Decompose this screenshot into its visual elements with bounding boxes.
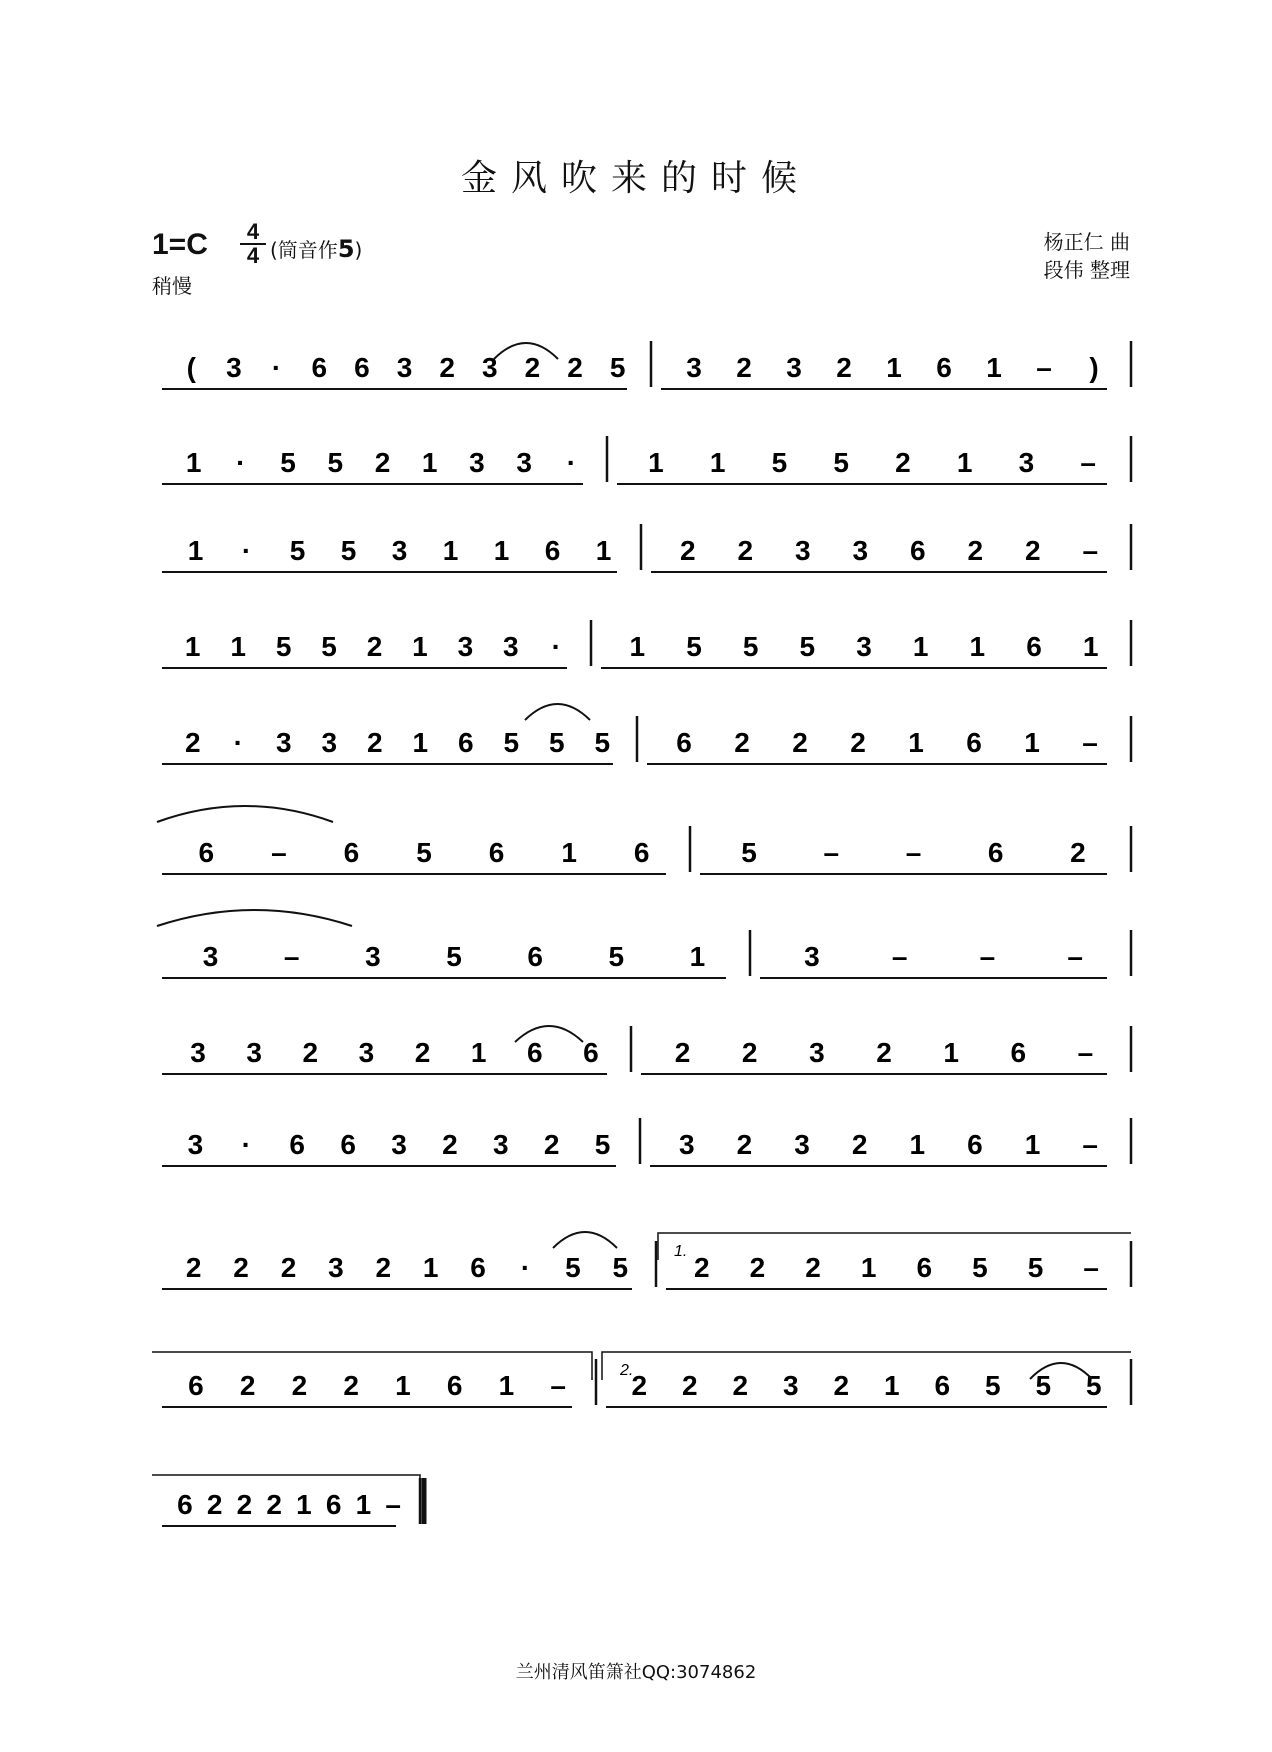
note-6: 6 <box>289 1129 306 1160</box>
note-2: 2 <box>967 535 984 566</box>
dash-note: – <box>271 837 287 868</box>
note-5: 5 <box>594 1129 611 1160</box>
note-3: 3 <box>321 727 338 758</box>
dash-note: – <box>1082 535 1099 566</box>
note-3: 3 <box>246 1037 262 1068</box>
note-6: 6 <box>488 837 505 868</box>
note-6: 6 <box>583 1037 599 1068</box>
note-3: 3 <box>202 941 219 972</box>
song-title: 金风吹来的时候 <box>460 158 811 199</box>
note-3: 3 <box>503 631 519 662</box>
note-6: 6 <box>527 1037 543 1068</box>
bracket-mark: ) <box>1089 352 1099 383</box>
note-2: 2 <box>734 727 750 758</box>
note-5: 5 <box>741 837 757 868</box>
dot-mark: · <box>520 1252 531 1283</box>
note-2: 2 <box>732 1370 749 1401</box>
note-1: 1 <box>442 535 459 566</box>
note-1: 1 <box>969 631 986 662</box>
tempo-marking: 稍慢 <box>152 274 192 298</box>
note-1: 1 <box>296 1489 312 1520</box>
note-2: 2 <box>833 1370 850 1401</box>
note-6: 6 <box>987 837 1004 868</box>
note-6: 6 <box>457 727 474 758</box>
dash-note: – <box>1067 941 1083 972</box>
footer-credit: 兰州清风笛箫社QQ:3074862 <box>515 1662 757 1683</box>
dash-note: – <box>1082 1129 1098 1160</box>
note-3: 3 <box>358 1037 375 1068</box>
note-3: 3 <box>481 352 498 383</box>
note-5: 5 <box>612 1252 629 1283</box>
note-5: 5 <box>327 447 344 478</box>
note-2: 2 <box>567 352 583 383</box>
note-2: 2 <box>741 1037 758 1068</box>
note-3: 3 <box>852 535 869 566</box>
note-6: 6 <box>343 837 360 868</box>
note-2: 2 <box>679 535 696 566</box>
note-1: 1 <box>943 1037 959 1068</box>
note-5: 5 <box>503 727 520 758</box>
note-2: 2 <box>681 1370 698 1401</box>
note-3: 3 <box>1018 447 1035 478</box>
note-1: 1 <box>412 631 428 662</box>
note-5: 5 <box>289 535 306 566</box>
note-2: 2 <box>736 1129 753 1160</box>
note-1: 1 <box>1024 1129 1041 1160</box>
note-2: 2 <box>375 1252 392 1283</box>
flute-note-prefix: (筒音作 <box>270 238 338 262</box>
note-1: 1 <box>355 1489 372 1520</box>
note-3: 3 <box>365 941 381 972</box>
note-6: 6 <box>934 1370 951 1401</box>
note-1: 1 <box>185 447 202 478</box>
note-2: 2 <box>280 1252 297 1283</box>
note-2: 2 <box>366 631 383 662</box>
note-6: 6 <box>966 727 982 758</box>
dash-note: – <box>1083 1252 1099 1283</box>
note-5: 5 <box>833 447 849 478</box>
note-6: 6 <box>188 1370 204 1401</box>
note-5: 5 <box>548 727 565 758</box>
note-2: 2 <box>442 1129 458 1160</box>
dash-note: – <box>385 1489 401 1520</box>
note-2: 2 <box>876 1037 892 1068</box>
note-3: 3 <box>396 352 413 383</box>
note-5: 5 <box>799 631 816 662</box>
note-6: 6 <box>676 727 692 758</box>
volta-first-bracket <box>658 1233 1131 1260</box>
note-3: 3 <box>794 535 811 566</box>
note-2: 2 <box>836 352 852 383</box>
dash-note: – <box>283 941 300 972</box>
note-2: 2 <box>233 1252 249 1283</box>
note-6: 6 <box>446 1370 463 1401</box>
note-5: 5 <box>280 447 296 478</box>
time-signature-top: 4 <box>246 219 260 244</box>
volta-first-label: 1. <box>674 1243 688 1260</box>
note-3: 3 <box>686 352 702 383</box>
note-6: 6 <box>354 352 370 383</box>
note-1: 1 <box>1024 727 1040 758</box>
note-3: 3 <box>492 1129 509 1160</box>
note-3: 3 <box>275 727 292 758</box>
dot-mark: · <box>233 727 243 758</box>
note-6: 6 <box>311 352 328 383</box>
note-5: 5 <box>742 631 759 662</box>
note-3: 3 <box>190 1037 206 1068</box>
dot-mark: · <box>551 631 561 662</box>
dot-mark: · <box>241 535 252 566</box>
note-5: 5 <box>1027 1252 1044 1283</box>
slur <box>515 1026 583 1042</box>
slur <box>157 910 352 926</box>
volta-second-label: 2. <box>620 1362 634 1379</box>
note-1: 1 <box>493 535 510 566</box>
note-5: 5 <box>275 631 292 662</box>
note-2: 2 <box>366 727 383 758</box>
note-3: 3 <box>516 447 532 478</box>
note-2: 2 <box>236 1489 253 1520</box>
note-2: 2 <box>1024 535 1041 566</box>
note-1: 1 <box>912 631 929 662</box>
note-3: 3 <box>226 352 242 383</box>
slur <box>525 704 590 720</box>
note-6: 6 <box>967 1129 983 1160</box>
time-signature-bottom: 4 <box>246 243 260 268</box>
note-2: 2 <box>895 447 911 478</box>
note-1: 1 <box>412 727 429 758</box>
note-1: 1 <box>709 447 726 478</box>
note-2: 2 <box>524 352 541 383</box>
note-1: 1 <box>595 535 612 566</box>
note-2: 2 <box>184 727 201 758</box>
note-1: 1 <box>956 447 973 478</box>
note-2: 2 <box>674 1037 691 1068</box>
note-3: 3 <box>782 1370 799 1401</box>
note-1: 1 <box>395 1370 411 1401</box>
note-2: 2 <box>343 1370 359 1401</box>
note-2: 2 <box>302 1037 319 1068</box>
note-2: 2 <box>439 352 455 383</box>
note-5: 5 <box>321 631 337 662</box>
dot-mark: · <box>241 1129 251 1160</box>
note-1: 1 <box>187 535 204 566</box>
flute-note-tone: 5 <box>337 235 355 263</box>
note-1: 1 <box>1082 631 1099 662</box>
note-2: 2 <box>851 1129 868 1160</box>
note-1: 1 <box>908 727 924 758</box>
note-3: 3 <box>794 1129 810 1160</box>
note-3: 3 <box>679 1129 695 1160</box>
note-6: 6 <box>177 1489 193 1520</box>
note-3: 3 <box>809 1037 825 1068</box>
note-3: 3 <box>469 447 485 478</box>
note-2: 2 <box>694 1252 710 1283</box>
note-1: 1 <box>561 837 577 868</box>
arranger-credit: 段伟 整理 <box>1043 258 1130 282</box>
note-5: 5 <box>1035 1370 1052 1401</box>
dash-note: – <box>1036 352 1052 383</box>
note-5: 5 <box>686 631 702 662</box>
note-2: 2 <box>1070 837 1086 868</box>
volta-first-continuation <box>152 1352 592 1380</box>
note-6: 6 <box>916 1252 933 1283</box>
note-2: 2 <box>631 1370 648 1401</box>
note-5: 5 <box>446 941 462 972</box>
note-6: 6 <box>198 837 215 868</box>
note-5: 5 <box>594 727 611 758</box>
note-2: 2 <box>414 1037 431 1068</box>
note-2: 2 <box>206 1489 223 1520</box>
bracket-mark: ( <box>186 352 196 383</box>
note-5: 5 <box>565 1252 581 1283</box>
note-1: 1 <box>421 447 438 478</box>
note-2: 2 <box>239 1370 256 1401</box>
flute-note-suffix: ) <box>354 238 363 262</box>
note-2: 2 <box>291 1370 308 1401</box>
dot-mark: · <box>271 352 282 383</box>
note-2: 2 <box>266 1489 282 1520</box>
composer-credit: 杨正仁 曲 <box>1043 230 1130 254</box>
note-2: 2 <box>749 1252 766 1283</box>
note-1: 1 <box>909 1129 926 1160</box>
note-6: 6 <box>325 1489 342 1520</box>
note-3: 3 <box>804 941 820 972</box>
note-1: 1 <box>648 447 664 478</box>
note-3: 3 <box>328 1252 344 1283</box>
note-1: 1 <box>498 1370 515 1401</box>
note-2: 2 <box>374 447 391 478</box>
slur <box>553 1232 617 1248</box>
slur <box>157 806 333 822</box>
note-5: 5 <box>608 941 625 972</box>
note-1: 1 <box>883 1370 900 1401</box>
dash-note: – <box>1080 447 1096 478</box>
note-5: 5 <box>984 1370 1001 1401</box>
note-6: 6 <box>1026 631 1042 662</box>
note-6: 6 <box>909 535 926 566</box>
note-2: 2 <box>805 1252 821 1283</box>
dash-note: – <box>823 837 840 868</box>
note-3: 3 <box>391 1129 407 1160</box>
note-1: 1 <box>230 631 246 662</box>
note-1: 1 <box>422 1252 439 1283</box>
note-5: 5 <box>972 1252 988 1283</box>
dash-note: – <box>979 941 996 972</box>
note-3: 3 <box>391 535 408 566</box>
note-3: 3 <box>457 631 474 662</box>
note-1: 1 <box>886 352 902 383</box>
note-5: 5 <box>416 837 432 868</box>
note-1: 1 <box>184 631 201 662</box>
dash-note: – <box>1077 1037 1094 1068</box>
note-6: 6 <box>340 1129 356 1160</box>
note-1: 1 <box>629 631 646 662</box>
note-3: 3 <box>187 1129 204 1160</box>
note-5: 5 <box>609 352 626 383</box>
note-6: 6 <box>936 352 952 383</box>
note-6: 6 <box>544 535 561 566</box>
note-3: 3 <box>786 352 802 383</box>
dot-mark: · <box>236 447 246 478</box>
note-6: 6 <box>1010 1037 1027 1068</box>
note-2: 2 <box>850 727 866 758</box>
dash-note: – <box>891 941 908 972</box>
note-1: 1 <box>986 352 1002 383</box>
note-2: 2 <box>736 352 752 383</box>
key-signature: 1=C <box>152 228 208 261</box>
note-5: 5 <box>771 447 788 478</box>
note-6: 6 <box>527 941 543 972</box>
note-5: 5 <box>1085 1370 1102 1401</box>
note-1: 1 <box>470 1037 487 1068</box>
note-6: 6 <box>470 1252 486 1283</box>
note-2: 2 <box>185 1252 202 1283</box>
dot-mark: · <box>566 447 577 478</box>
note-5: 5 <box>340 535 357 566</box>
note-2: 2 <box>792 727 808 758</box>
note-1: 1 <box>689 941 706 972</box>
note-6: 6 <box>633 837 650 868</box>
note-2: 2 <box>543 1129 560 1160</box>
dash-note: – <box>905 837 922 868</box>
note-1: 1 <box>860 1252 877 1283</box>
note-3: 3 <box>856 631 872 662</box>
dash-note: – <box>1082 727 1098 758</box>
dash-note: – <box>550 1370 566 1401</box>
note-2: 2 <box>737 535 754 566</box>
